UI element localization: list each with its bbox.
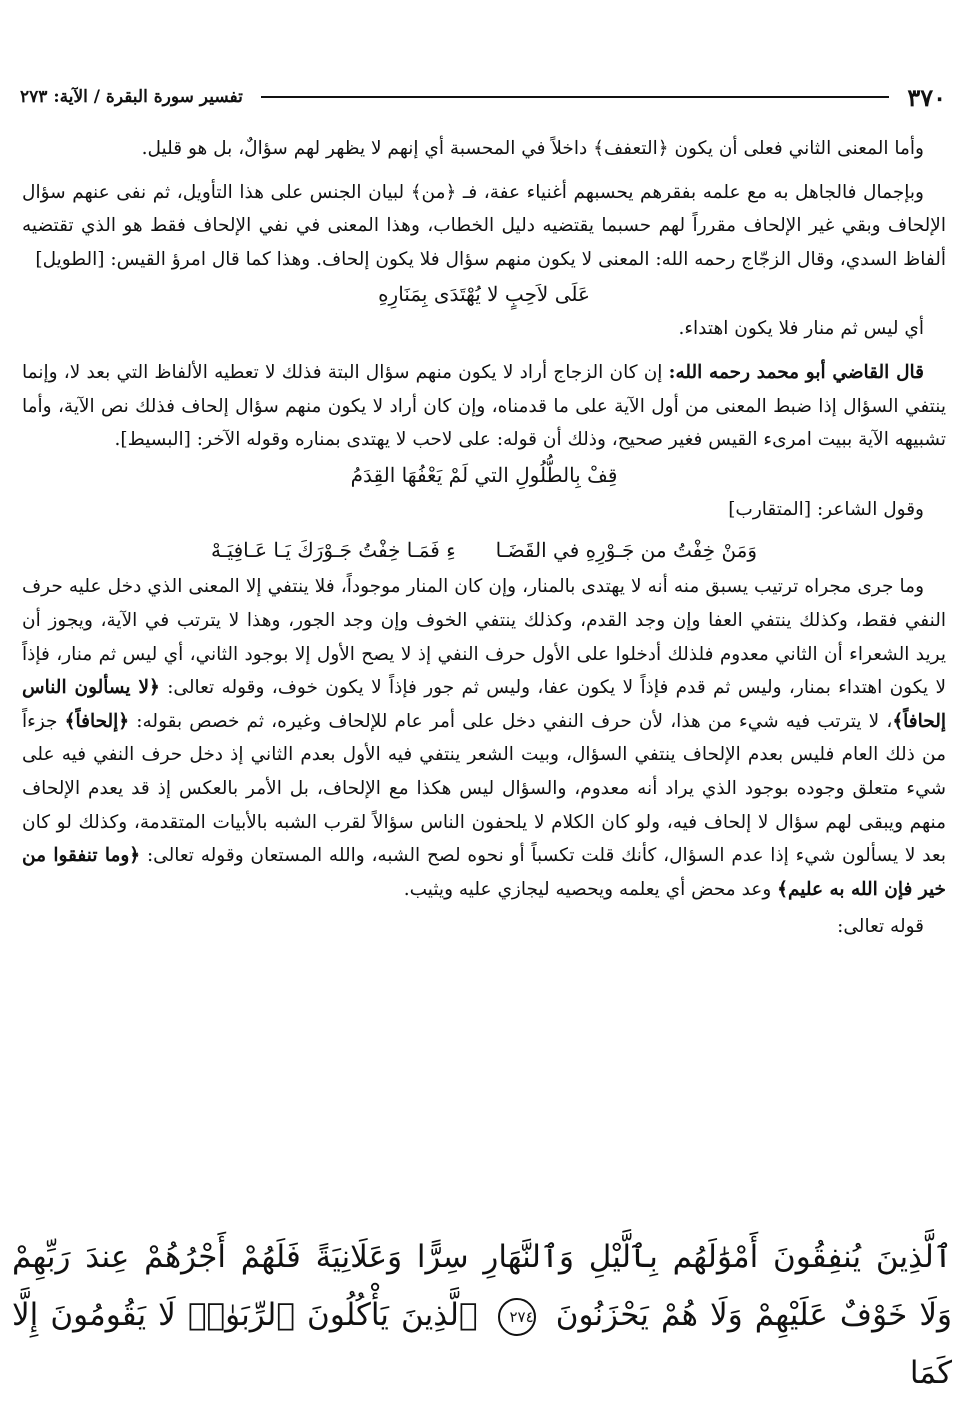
paragraph-7: قوله تعالى:: [837, 916, 924, 938]
quran-verse-block: [12, 1228, 952, 1402]
verse-3: [22, 530, 946, 570]
quran-line-2-a: وَلَا خَوْفٌ عَلَيْهِمْ وَلَا هُمْ يَحْزَنُونَ: [555, 1297, 952, 1333]
running-title: تفسير سورة البقرة / الآية: ٢٧٣: [20, 87, 243, 107]
paragraph-2: [22, 176, 946, 277]
quran-quote-2: ﴿إلحافاً﴾: [64, 710, 130, 732]
paragraph-6-text-c: جزءاً من ذلك العام فليس بعدم الإلحاف ينتفي السؤال، وبيت الشعر ينتفي فيه الأول بعدم الثاني إذ دخل حرف النفي فيه على شيء متعلق وجوده بوجود الذي يراد أنه معدوم، والسؤال ليس هكذا مع الإلحاف، بل الأمر بالعكس إذ قد يعدم الإلحاف منهم ويبقى لهم سؤال لا إلحاف فيه، ولو كان الكلام لا يلحفون الناس سؤالاً لقرب الشبه بالأبيات المتقدمة، وكذلك لو كان بعد لا يسألون شيء إذا عدم السؤال، كأنك قلت تكسباً أو نحوه لصح الشبه، والله المستعان وقوله تعالى:: [22, 710, 946, 867]
verse-1: عَلَى لاَحِبٍ لا يُهْتَدَى بِمَنَارِهِ: [378, 282, 590, 307]
paragraph-2-text: وبإجمال فالجاهل به مع علمه بفقرهم يحسبهم أغنياء عفة، فـ ﴿من﴾ لبيان الجنس على هذا التأويل، ثم نفى عنهم سؤال الإلحاف وبقي غير الإلحاف مقرراً لهم حسبما يقتضيه دليل الخطاب، وهذا المعنى في نفي الإلحاف فقط هو الذي تقتضيه ألفاظ السدي، وقال الزجّاج رحمه الله: المعنى لا يكون منهم سؤال فلا يكون إلحاف. وهذا كما قال امرؤ القيس:: [22, 181, 946, 270]
meter-label-1: [الطويل]: [35, 248, 105, 270]
page-header: [20, 82, 946, 112]
meter-label-3: [المتقارب]: [728, 498, 812, 520]
paragraph-6-text-a: وما جرى مجراه ترتيب يسبق منه أنه لا يهتدى بالمنار، وإن كان المنار موجوداً، فلا ينتفي إلا المعنى الذي دخل عليه حرف النفي فقط، وكذلك ينتفي العفا وإن وجد القدم، وكذلك ينتفي الخوف وإن وجد الجور، وهذا لا يترتب في الآية، ويجوز أن يريد الشعراء أن الثاني معدوم فلذلك أدخلوا على الأول حرف النفي إذ لا يصح الأول إلا بوجود الثاني، أي ليس ثم منار، فإذاً لا يكون اهتداء بمنار، وليس ثم قدم فإذاً لا يكون عفا، وليس ثم جور فإذاً لا يكون خوف، وقوله تعالى:: [22, 576, 946, 699]
verse-3-first-hemistich: وَمَنْ خِفْتُ من جَـوْرِهِ في القَضَـا: [495, 538, 758, 563]
ayah-number-marker: ٢٧٤: [498, 1298, 536, 1336]
paragraph-3: أي ليس ثم منار فلا يكون اهتداء.: [678, 318, 924, 340]
quran-quote-1: ﴿لا يسألون الناس إلحافاً﴾: [22, 677, 946, 732]
paragraph-4-text: إن كان الزجاج أراد لا يكون منهم سؤال البتة فذلك لا تعطيه الألفاظ التي بعد لا، وإنما ينتفي السؤال إذا ضبط المعنى من أول الآية على ما قدمناه، وإن كان أراد لا يكون منهم سؤال إلحاف فذلك نص الآية، وأما تشبيهه الآية ببيت امرىء القيس فغير صحيح، وذلك أن قوله: على لاحب لا يهتدى بمناره وقوله الآخر:: [22, 361, 946, 451]
paragraph-1: وأما المعنى الثاني فعلى أن يكون ﴿التعفف﴾ داخلاً في المحسبة أي إنهم لا يظهر لهم سؤالٌ، بل هو قليل.: [141, 138, 924, 159]
paragraph-6: [22, 570, 946, 906]
paragraph-6-text-d: وعد محض أي يعلمه ويحصيه ليجازي عليه ويثيب.: [403, 878, 772, 900]
page-number: ٣٧٠: [907, 82, 946, 112]
quran-line-2: [12, 1286, 952, 1402]
paragraph-5: [22, 493, 946, 527]
verse-2: قِفْ بِالطُّلُولِ التي لَمْ يَعْفُهَا القِدَمُ: [350, 462, 618, 487]
author-lead: قال القاضي أبو محمد رحمه الله:: [668, 361, 924, 383]
verse-3-second-hemistich: ءِ فَمَـا خِفْتُ جَـوْرَكَ يَـا عَـافِيَـهْ: [210, 538, 456, 563]
body-text: [22, 132, 946, 944]
paragraph-5-text: وقول الشاعر:: [816, 498, 924, 520]
meter-label-2: [البسيط].: [114, 429, 191, 451]
header-rule: [261, 96, 890, 98]
quran-quote-3: ﴿وما تنفقوا من خير فإن الله به عليم﴾: [22, 845, 946, 900]
paragraph-6-text-b: ، لا يترتب فيه شيء من هذا، لأن حرف النفي دخل على أمر عام للإلحاف وغيره، ثم خصص بقوله:: [136, 710, 893, 732]
quran-line-2-b: ٱلَّذِينَ يَأْكُلُونَ ٱلرِّبَوٰا۟ لَا يَقُومُونَ إِلَّا كَمَا: [12, 1297, 952, 1391]
paragraph-4: [22, 356, 946, 457]
quran-line-1: ٱلَّذِينَ يُنفِقُونَ أَمْوَٰلَهُم بِٱلَّيْلِ وَٱلنَّهَارِ سِرًّا وَعَلَانِيَةً فَلَهُمْ أَجْرُهُمْ عِندَ رَبِّهِمْ: [12, 1239, 952, 1275]
